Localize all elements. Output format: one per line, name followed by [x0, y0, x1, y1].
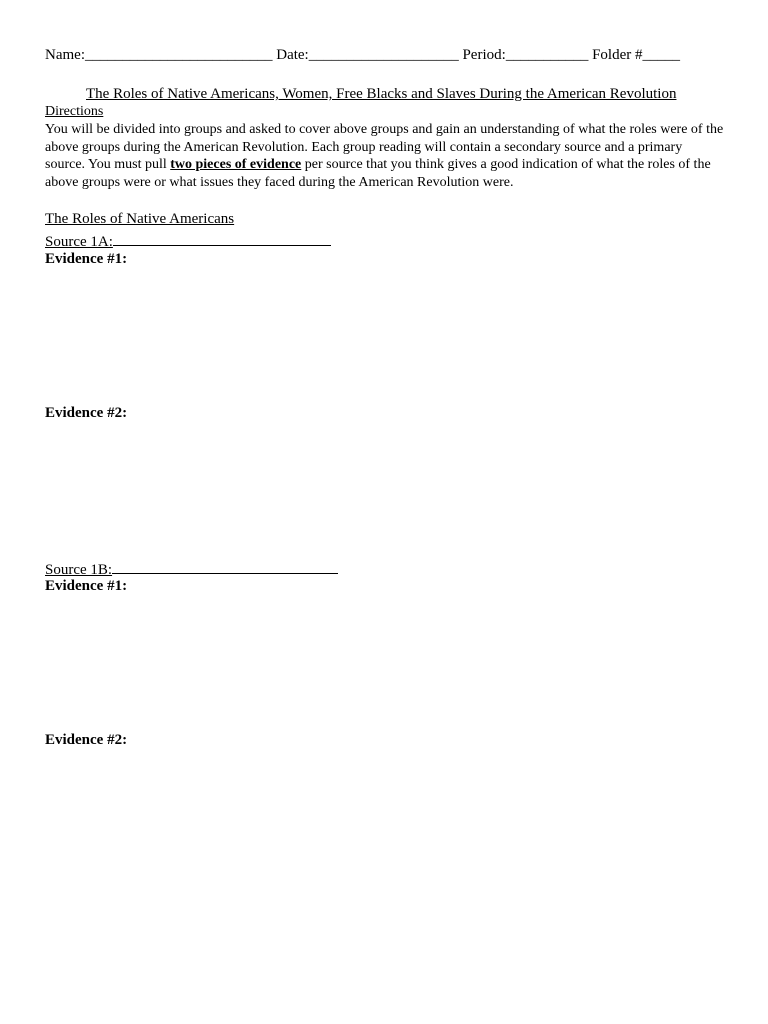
source-1b-label: Source 1B:: [45, 562, 113, 578]
header-line: [45, 47, 680, 64]
source-1b-evidence-1-label: Evidence #1:: [45, 578, 128, 594]
source-1a: [45, 231, 331, 251]
name-label: Name:: [45, 47, 85, 63]
source-1a-label: Source 1A:: [45, 234, 113, 250]
name-field[interactable]: _________________________: [84, 47, 273, 63]
directions-text: You will be divided into groups and asked to cover above groups and gain an understanding of what the roles were of the above groups during the American Revolution. Each group reading will contain a secondary source and a primary source. You must pull two pieces of evidence per source that you think gives a good indication of what the roles of the above groups were or what issues they faced during the American Revolution were.: [45, 122, 724, 190]
source-1a-evidence-1-label: Evidence #1:: [45, 251, 128, 267]
source-1b: [45, 559, 338, 579]
folder-label: Folder #: [592, 47, 643, 63]
page-title: The Roles of Native Americans, Women, Free Blacks and Slaves During the American Revolution: [86, 86, 677, 102]
source-1a-evidence-1-area[interactable]: [45, 272, 725, 397]
source-1b-evidence-2-label: Evidence #2:: [45, 732, 128, 748]
folder-field[interactable]: _____: [642, 47, 680, 63]
date-label: Date:: [276, 47, 309, 63]
source-1b-field[interactable]: [112, 559, 338, 574]
source-1b-evidence-2-area[interactable]: [45, 753, 725, 953]
section-heading: The Roles of Native Americans: [45, 211, 235, 227]
period-field[interactable]: ___________: [505, 47, 589, 63]
directions-emphasis: two pieces of evidence: [170, 157, 302, 173]
source-1a-evidence-2-area[interactable]: [45, 426, 725, 551]
date-field[interactable]: ____________________: [308, 47, 459, 63]
source-1a-evidence-2-label: Evidence #2:: [45, 405, 128, 421]
period-label: Period:: [462, 47, 506, 63]
source-1b-evidence-1-area[interactable]: [45, 599, 725, 724]
directions-heading: Directions: [45, 104, 104, 119]
source-1a-field[interactable]: [113, 231, 331, 246]
